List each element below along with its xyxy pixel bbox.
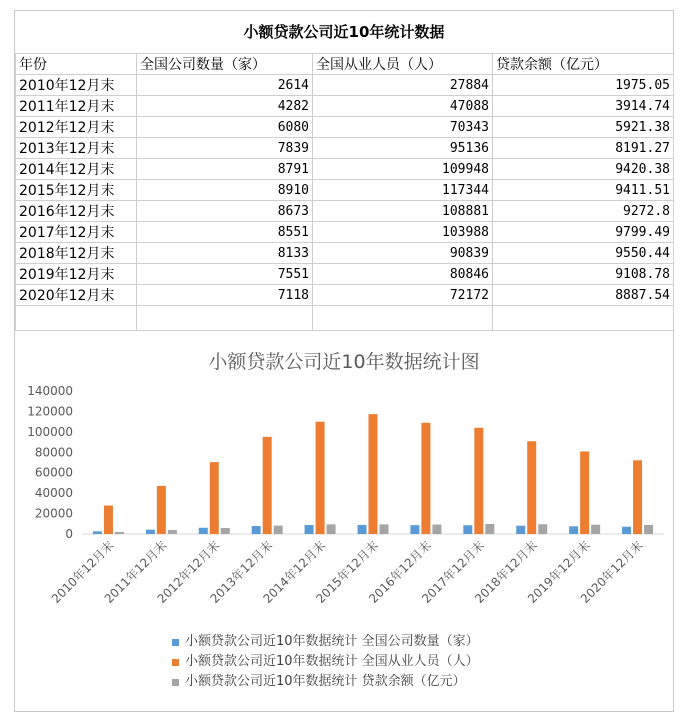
cell-value[interactable]: 2614 [137,75,313,96]
x-tick-label: 2020年12月末 [577,538,646,606]
bar-series-3 [538,524,547,534]
cell-year[interactable]: 2014年12月末 [16,159,137,180]
y-tick-label: 100000 [27,424,73,439]
cell-value[interactable]: 9420.38 [493,159,674,180]
legend-item[interactable] [172,652,479,672]
bar-series-2 [157,486,166,534]
chart-title: 小额贷款公司近10年数据统计图 [208,351,480,373]
y-tick-label: 120000 [27,404,73,419]
bar-series-3 [380,524,389,534]
cell-value[interactable]: 8133 [137,243,313,264]
bar-series-1 [569,526,578,534]
cell-value[interactable]: 8887.54 [493,285,674,306]
bar-series-1 [516,526,525,534]
bar-series-2 [580,451,589,534]
x-tick-label: 2018年12月末 [472,538,540,606]
legend-label: 小额贷款公司近10年数据统计 贷款余额（亿元） [185,674,466,689]
cell-value[interactable]: 9550.44 [493,243,674,264]
cell-value[interactable]: 9799.49 [493,222,674,243]
x-tick-label: 2019年12月末 [525,538,593,606]
x-tick-label: 2016年12月末 [366,538,435,606]
bar-series-1 [146,530,155,534]
cell-year[interactable]: 2011年12月末 [16,96,137,117]
header-year[interactable]: 年份 [16,54,137,75]
bar-series-3 [485,524,494,534]
cell-year[interactable]: 2018年12月末 [16,243,137,264]
cell-value[interactable]: 6080 [137,117,313,138]
bar-series-1 [463,525,472,534]
cell-value[interactable]: 27884 [313,75,493,96]
header-loan-balance[interactable]: 贷款余额（亿元） [493,54,674,75]
cell-value[interactable]: 3914.74 [493,96,674,117]
x-tick-label: 2010年12月末 [48,538,117,606]
legend-item[interactable] [172,632,479,652]
x-tick-label: 2013年12月末 [207,538,276,606]
cell-year[interactable]: 2016年12月末 [16,201,137,222]
bar-series-3 [115,532,124,534]
bar-series-1 [93,531,102,534]
cell-value[interactable]: 8791 [137,159,313,180]
legend-label: 小额贷款公司近10年数据统计 全国公司数量（家） [185,634,479,649]
cell-value[interactable]: 9108.78 [493,264,674,285]
bar-series-2 [421,423,430,534]
y-tick-label: 140000 [27,384,73,398]
y-tick-label: 0 [65,527,73,541]
bar-series-2 [527,441,536,534]
bar-series-2 [316,422,325,534]
bar-series-3 [432,525,441,534]
bar-series-2 [633,460,642,534]
cell-year[interactable]: 2012年12月末 [16,117,137,138]
cell-year[interactable]: 2017年12月末 [16,222,137,243]
bar-series-1 [358,525,367,534]
bar-series-1 [410,525,419,534]
bar-series-2 [104,506,113,534]
cell-value[interactable]: 95136 [313,138,493,159]
cell-value[interactable]: 8191.27 [493,138,674,159]
bar-series-2 [369,414,378,534]
cell-value[interactable]: 8551 [137,222,313,243]
cell-value[interactable]: 47088 [313,96,493,117]
x-tick-label: 2014年12月末 [260,538,329,606]
cell-value[interactable]: 7839 [137,138,313,159]
chart-legend [172,632,479,692]
legend-swatch [172,679,179,686]
y-tick-label: 40000 [34,486,73,501]
cell-value[interactable]: 5921.38 [493,117,674,138]
cell-value[interactable]: 72172 [313,285,493,306]
bar-series-1 [622,527,631,534]
cell-value[interactable]: 4282 [137,96,313,117]
bar-series-3 [274,526,283,534]
bar-series-1 [305,525,314,534]
cell-value[interactable]: 7551 [137,264,313,285]
bar-series-1 [199,528,208,534]
cell-value[interactable]: 9272.8 [493,201,674,222]
header-company-count[interactable]: 全国公司数量（家） [137,54,313,75]
bar-series-3 [591,525,600,534]
cell-value[interactable]: 1975.05 [493,75,674,96]
cell-value[interactable]: 108881 [313,201,493,222]
cell-value[interactable]: 109948 [313,159,493,180]
cell-value[interactable]: 80846 [313,264,493,285]
cell-value[interactable]: 90839 [313,243,493,264]
bar-series-3 [327,524,336,534]
x-tick-label: 2012年12月末 [154,538,223,606]
x-tick-label: 2017年12月末 [419,538,487,606]
y-tick-label: 60000 [34,465,73,480]
cell-value[interactable]: 9411.51 [493,180,674,201]
bar-series-2 [474,428,483,534]
cell-year[interactable]: 2019年12月末 [16,264,137,285]
cell-value[interactable]: 8673 [137,201,313,222]
bar-series-3 [221,528,230,534]
table-title: 小额贷款公司近10年统计数据 [243,23,445,41]
y-tick-label: 80000 [34,445,73,460]
cell-value[interactable]: 103988 [313,222,493,243]
cell-value[interactable]: 8910 [137,180,313,201]
cell-year[interactable]: 2020年12月末 [16,285,137,306]
bar-series-2 [263,437,272,534]
y-tick-label: 20000 [34,506,73,521]
cell-year[interactable]: 2010年12月末 [16,75,137,96]
cell-year[interactable]: 2013年12月末 [16,138,137,159]
x-tick-label: 2011年12月末 [101,538,170,606]
legend-label: 小额贷款公司近10年数据统计 全国从业人员（人） [185,654,479,669]
x-tick-label: 2015年12月末 [313,538,382,606]
bar-series-3 [168,530,177,534]
bar-series-1 [252,526,261,534]
header-employees[interactable]: 全国从业人员（人） [313,54,493,75]
cell-year[interactable]: 2015年12月末 [16,180,137,201]
bar-series-3 [644,525,653,534]
legend-item[interactable] [172,672,479,692]
legend-swatch [172,659,179,666]
cell-value[interactable]: 70343 [313,117,493,138]
legend-swatch [172,639,179,646]
cell-value[interactable]: 7118 [137,285,313,306]
cell-value[interactable]: 117344 [313,180,493,201]
bar-series-2 [210,462,219,534]
